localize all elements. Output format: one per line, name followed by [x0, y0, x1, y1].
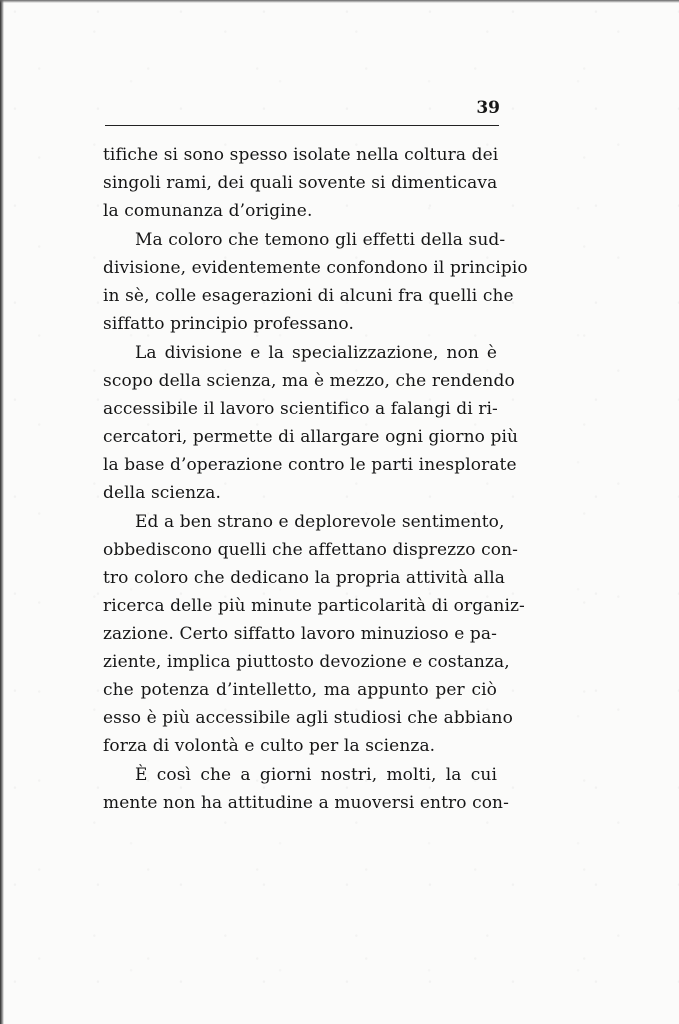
text-line: cercatori, permette di allargare ogni giorno più — [103, 427, 519, 447]
text-line: La divisione e la specializzazione, non è — [135, 343, 497, 363]
text-line: ziente, implica piuttosto devozione e costanza, — [103, 652, 510, 672]
header-rule — [105, 125, 499, 126]
text-line: È così che a giorni nostri, molti, la cui — [135, 765, 497, 785]
text-line: tifiche si sono spesso isolate nella coltura dei — [103, 145, 499, 165]
text-line: Ed a ben strano e deplorevole sentimento, — [135, 512, 505, 532]
page-top-edge — [0, 0, 679, 3]
page-number: 39 — [476, 98, 500, 118]
text-line: la comunanza d’origine. — [103, 201, 313, 221]
text-line: della scienza. — [103, 483, 221, 503]
text-line: la base d’operazione contro le parti inesplorate — [103, 455, 517, 475]
text-line: esso è più accessibile agli studiosi che abbiano — [103, 708, 513, 728]
text-line: che potenza d’intelletto, ma appunto per ciò — [103, 680, 497, 700]
text-line: divisione, evidentemente confondono il principio — [103, 258, 528, 278]
text-line: tro coloro che dedicano la propria attività alla — [103, 568, 506, 588]
text-line: siffatto principio professano. — [103, 314, 354, 334]
text-line: scopo della scienza, ma è mezzo, che rendendo — [103, 371, 515, 391]
text-line: mente non ha attitudine a muoversi entro con- — [103, 793, 509, 813]
text-line: zazione. Certo siffatto lavoro minuzioso e pa- — [103, 624, 497, 644]
text-line: in sè, colle esagerazioni di alcuni fra quelli che — [103, 286, 514, 306]
text-line: accessibile il lavoro scientifico a falangi di ri- — [103, 399, 498, 419]
text-line: ricerca delle più minute particolarità di organiz- — [103, 596, 525, 616]
text-line: forza di volontà e culto per la scienza. — [103, 736, 436, 756]
text-line: obbediscono quelli che affettano disprezzo con- — [103, 540, 518, 560]
text-line: singoli rami, dei quali sovente si dimenticava — [103, 173, 498, 193]
text-line: Ma coloro che temono gli effetti della sud- — [135, 230, 506, 250]
page-left-edge — [0, 0, 4, 1024]
